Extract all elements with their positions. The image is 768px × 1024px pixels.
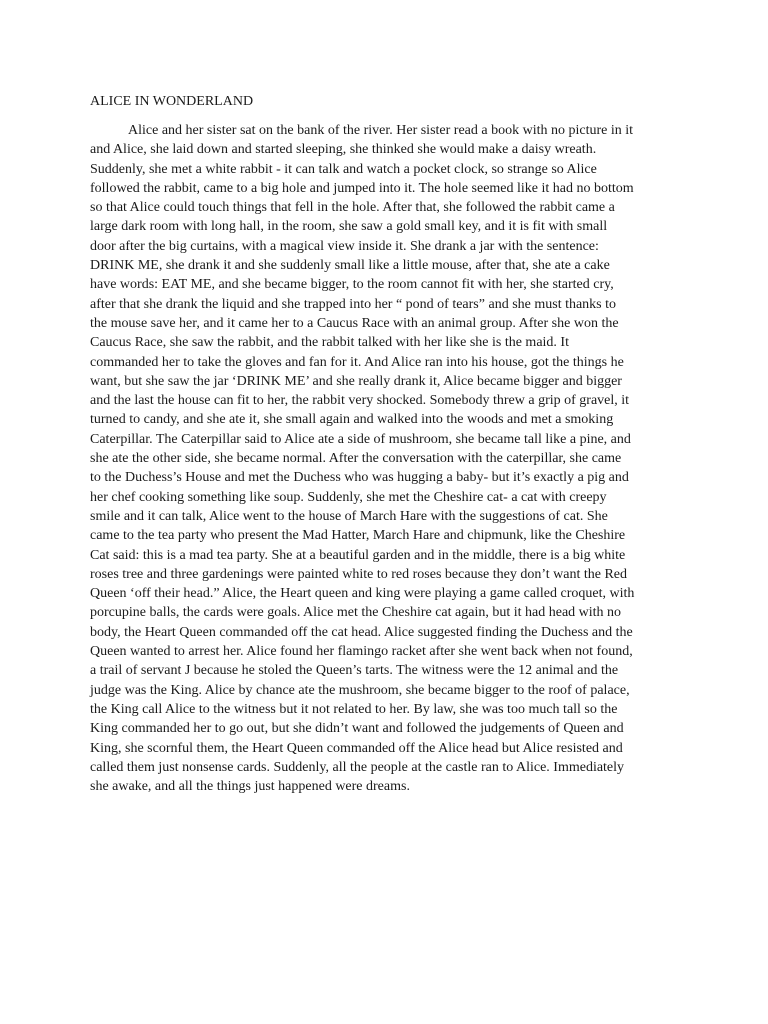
paragraph-line: so that Alice could touch things that fell in the hole. After that, she followed the rabbit came a bbox=[90, 200, 615, 216]
story-paragraph bbox=[90, 121, 680, 796]
paragraph-line: to the Duchess’s House and met the Duchess who was hugging a baby- but it’s exactly a pig and bbox=[90, 470, 629, 486]
paragraph-line: judge was the King. Alice by chance ate the mushroom, she became bigger to the roof of palace, bbox=[90, 682, 630, 698]
paragraph-line: Queen wanted to arrest her. Alice found her flamingo racket after she went back when not found, bbox=[90, 644, 633, 660]
paragraph-line: commanded her to take the gloves and fan for it. And Alice ran into his house, got the things he bbox=[90, 354, 624, 370]
paragraph-line: Caterpillar. The Caterpillar said to Alice ate a side of mushroom, she became tall like a pine, and bbox=[90, 431, 631, 447]
paragraph-line: roses tree and three gardenings were painted white to red roses because they don’t want the Red bbox=[90, 566, 627, 582]
paragraph-line: door after the big curtains, with a magical view inside it. She drank a jar with the sentence: bbox=[90, 238, 599, 254]
paragraph-line: Cat said: this is a mad tea party. She at a beautiful garden and in the middle, there is a big white bbox=[90, 547, 626, 563]
paragraph-line: and the last the house can fit to her, the rabbit very shocked. Somebody threw a grip of gravel, it bbox=[90, 393, 630, 409]
paragraph-line: her chef cooking something like soup. Suddenly, she met the Cheshire cat- a cat with creepy bbox=[90, 489, 607, 505]
paragraph-line: King, she scornful them, the Heart Queen commanded off the Alice head but Alice resisted and bbox=[90, 740, 623, 756]
paragraph-line: King commanded her to go out, but she didn’t want and followed the judgements of Queen and bbox=[90, 721, 624, 737]
paragraph-line: a trail of servant J because he stoled the Queen’s tarts. The witness were the 12 animal and the bbox=[90, 663, 619, 679]
paragraph-line: body, the Heart Queen commanded off the cat head. Alice suggested finding the Duchess and the bbox=[90, 624, 633, 640]
paragraph-line: DRINK ME, she drank it and she suddenly small like a little mouse, after that, she ate a cake bbox=[90, 258, 610, 274]
paragraph-line: she ate the other side, she became normal. After the conversation with the caterpillar, she came bbox=[90, 451, 622, 467]
paragraph-line: smile and it can talk, Alice went to the house of March Hare with the suggestions of cat. She bbox=[90, 508, 608, 524]
paragraph-line: turned to candy, and she ate it, she small again and walked into the woods and met a smoking bbox=[90, 412, 614, 428]
paragraph-line: after that she drank the liquid and she trapped into her “ pond of tears” and she must thanks to bbox=[90, 296, 617, 312]
paragraph-line: have words: EAT ME, and she became bigger, to the room cannot fit with her, she started cry, bbox=[90, 277, 614, 293]
paragraph-line: Queen ‘off their head.” Alice, the Heart queen and king were playing a game called croquet, with bbox=[90, 586, 635, 602]
paragraph-line: and Alice, she laid down and started sleeping, she thinked she would make a daisy wreath. bbox=[90, 142, 597, 158]
paragraph-line: want, but she saw the jar ‘DRINK ME’ and she really drank it, Alice became bigger and bigger bbox=[90, 373, 622, 389]
document-title: ALICE IN WONDERLAND bbox=[90, 94, 254, 109]
paragraph-line: followed the rabbit, came to a big hole and jumped into it. The hole seemed like it had no bottom bbox=[90, 180, 634, 196]
paragraph-line: she awake, and all the things just happened were dreams. bbox=[90, 779, 410, 795]
paragraph-line: Caucus Race, she saw the rabbit, and the rabbit talked with her like she is the maid. It bbox=[90, 335, 569, 351]
paragraph-line: Suddenly, she met a white rabbit - it can talk and watch a pocket clock, so strange so Alice bbox=[90, 161, 597, 177]
paragraph-line: called them just nonsense cards. Suddenly, all the people at the castle ran to Alice. Immediately bbox=[90, 759, 625, 775]
paragraph-line: the King call Alice to the witness but it not related to her. By law, she was too much tall so the bbox=[90, 701, 618, 717]
paragraph-line: Alice and her sister sat on the bank of the river. Her sister read a book with no picture in it bbox=[128, 123, 634, 138]
paragraph-line: the mouse save her, and it came her to a Caucus Race with an animal group. After she won the bbox=[90, 315, 619, 331]
paragraph-line: porcupine balls, the cards were goals. Alice met the Cheshire cat again, but it had head with no bbox=[90, 605, 622, 621]
paragraph-line: came to the tea party who present the Mad Hatter, March Hare and chipmunk, like the Cheshire bbox=[90, 528, 626, 544]
paragraph-line: large dark room with long hall, in the room, she saw a gold small key, and it is fit with small bbox=[90, 219, 608, 235]
